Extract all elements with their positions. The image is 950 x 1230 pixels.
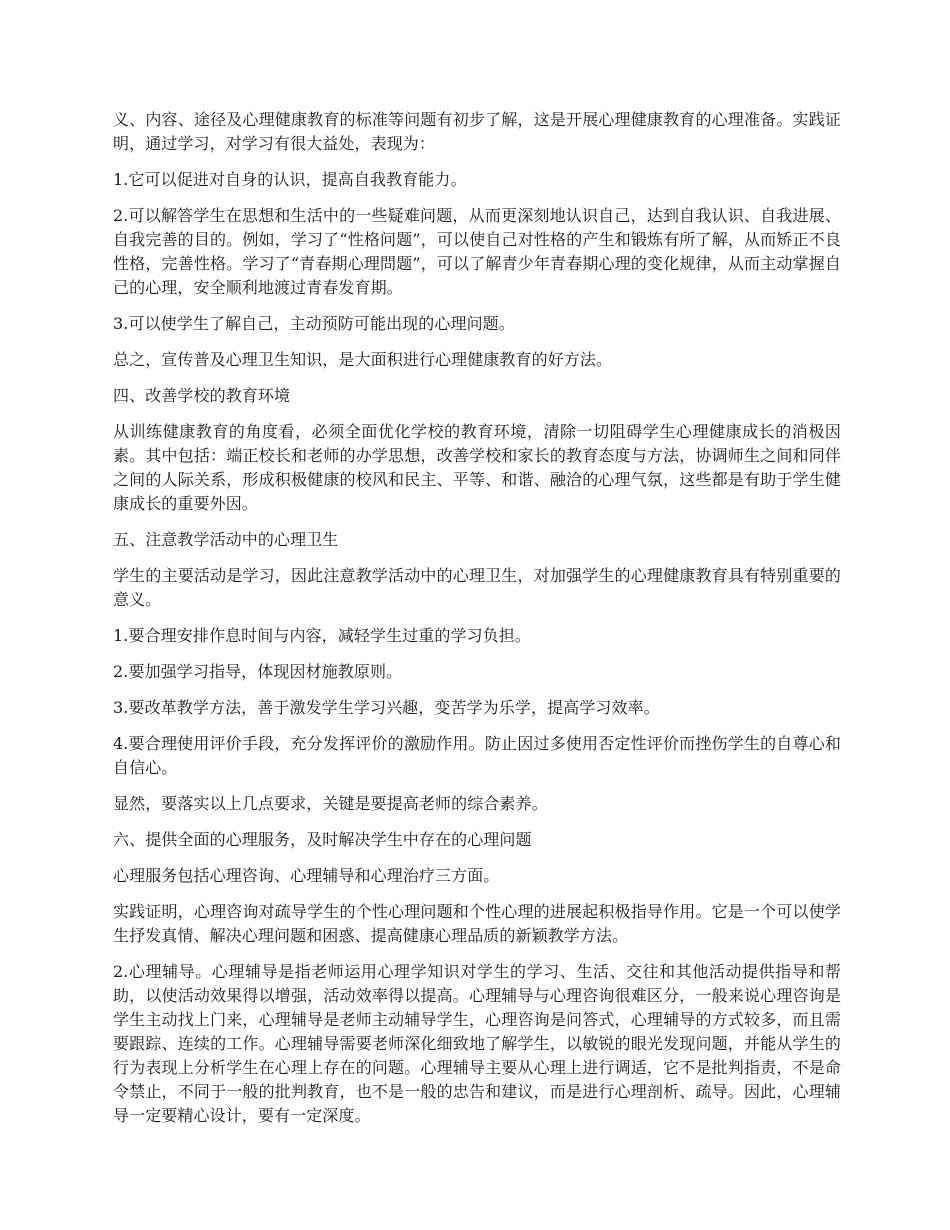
- list-item-2-guidance: 2.心理辅导。心理辅导是指老师运用心理学知识对学生的学习、生活、交往和其他活动提供指导和帮助，以使活动效果得以增强，活动效率得以提高。心理辅导与心理咨询很难区分，一般来说心理咨询是学生主动找上门来，心理辅导是老师主动辅导学生，心理咨询是问答式，心理辅导的方式较多，而且需要跟踪、连续的工作。心理辅导需要老师深化细致地了解学生，以敏锐的眼光发现问题，并能从学生的行为表现上分析学生在心理上存在的问题。心理辅导主要从心理上进行调适，它不是批判指责，不是命令禁止，不同于一般的批判教育，也不是一般的忠告和建议，而是进行心理剖析、疏导。因此，心理辅导一定要精心设计，要有一定深度。: [113, 962, 841, 1125]
- list-item-3: 3.要改革教学方法，善于激发学生学习兴趣，变苦学为乐学，提高学习效率。: [113, 698, 660, 717]
- list-item-1: 1.要合理安排作息时间与内容，减轻学生过重的学习负担。: [113, 626, 531, 645]
- paragraph-section-5: 学生的主要活动是学习，因此注意教学活动中的心理卫生，对加强学生的心理健康教育具有特别重要的意义。: [113, 566, 841, 609]
- section-heading-4: 四、改善学校的教育环境: [113, 386, 291, 405]
- paragraph-intro-continued: 义、内容、途径及心理健康教育的标准等问题有初步了解，这是开展心理健康教育的心理准备。实践证明，通过学习，对学习有很大益处，表现为：: [113, 110, 841, 153]
- document-body: [113, 108, 841, 1140]
- paragraph-summary: 总之，宣传普及心理卫生知识，是大面积进行心理健康教育的好方法。: [113, 350, 613, 369]
- section-heading-6: 六、提供全面的心理服务，及时解决学生中存在的心理问题: [113, 830, 532, 849]
- list-item-4: 4.要合理使用评价手段，充分发挥评价的激励作用。防止因过多使用否定性评价而挫伤学生的自尊心和自信心。: [113, 734, 841, 777]
- paragraph-conclusion: 显然，要落实以上几点要求，关键是要提高老师的综合素养。: [113, 794, 548, 813]
- section-heading-5: 五、注意教学活动中的心理卫生: [113, 530, 339, 549]
- paragraph-counseling: 实践证明，心理咨询对疏导学生的个性心理问题和个性心理的进展起积极指导作用。它是一个可以使学生抒发真情、解决心理问题和困惑、提高健康心理品质的新颖教学方法。: [113, 902, 841, 945]
- list-item-3: 3.可以使学生了解自己，主动预防可能出现的心理问题。: [113, 314, 515, 333]
- paragraph-section-6: 心理服务包括心理咨询、心理辅导和心理治疗三方面。: [113, 866, 500, 885]
- list-item-1: 1.它可以促进对自身的认识，提高自我教育能力。: [113, 170, 467, 189]
- list-item-2: 2.要加强学习指导，体现因材施教原则。: [113, 662, 403, 681]
- list-item-2: 2.可以解答学生在思想和生活中的一些疑难问题，从而更深刻地认识自己，达到自我认识、自我进展、自我完善的目的。例如，学习了“性格问题”，可以使自己对性格的产生和锻炼有所了解，从而矫正不良性格，完善性格。学习了“青春期心理問题”，可以了解青少年青春期心理的变化规律，从而主动掌握自己的心理，安全顺利地渡过青春发育期。: [113, 206, 841, 297]
- paragraph-section-4: 从训练健康教育的角度看，必须全面优化学校的教育环境，清除一切阻碍学生心理健康成长的消极因素。其中包括：端正校长和老师的办学思想，改善学校和家长的教育态度与方法，协调师生之间和同伴之间的人际关系，形成积极健康的校风和民主、平等、和谐、融洽的心理气氛，这些都是有助于学生健康成长的重要外因。: [113, 422, 841, 513]
